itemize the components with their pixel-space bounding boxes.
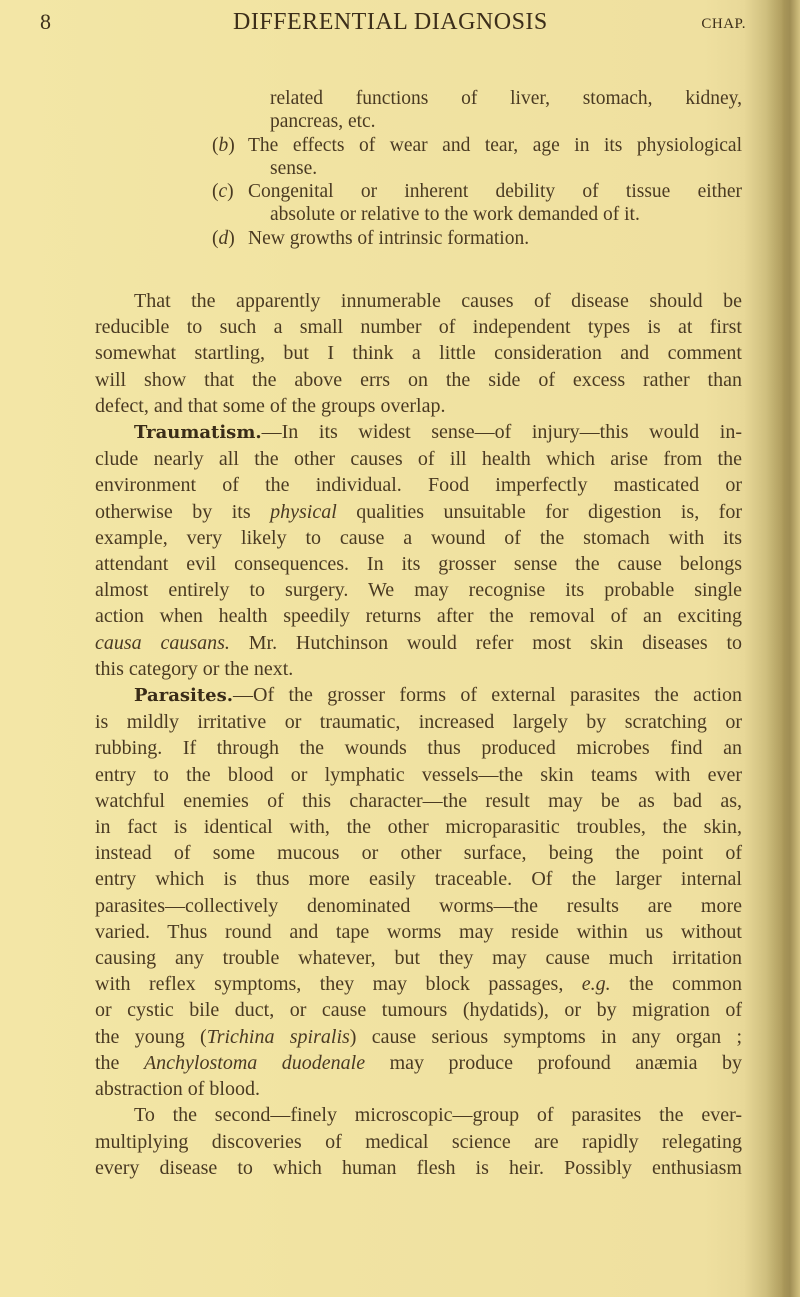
text-line: clude nearly all the other causes of ill health which arise from the: [95, 448, 742, 471]
text-line: action when health speedily returns after the removal of an exciting: [95, 605, 742, 628]
list-line: absolute or relative to the work demanded of it.: [270, 204, 640, 226]
text-line: will show that the above errs on the side of excess rather than: [95, 368, 742, 391]
paragraph-second-group: [56, 1102, 742, 1181]
text-line: That the apparently innumerable causes of disease should be: [134, 290, 742, 312]
text-line: reducible to such a small number of independent types is at first: [95, 316, 742, 339]
section-heading-parasites: Parasites.: [134, 685, 233, 707]
list-line: sense.: [270, 157, 318, 179]
text-line: abstraction of blood.: [95, 1078, 260, 1101]
text-line: environment of the individual. Food imperfectly masticated or: [95, 474, 742, 497]
chapter-label: CHAP.: [701, 16, 746, 32]
list-item-c: [212, 180, 742, 227]
text-line: Traumatism.—In its widest sense—of injury—this would in-: [134, 421, 742, 444]
text-line: otherwise by its physical qualities unsuitable for digestion is, for: [95, 500, 742, 523]
text-line: example, very likely to cause a wound of the stomach with its: [95, 526, 742, 549]
text-line: entry to the blood or lymphatic vessels—the skin teams with ever: [95, 763, 742, 786]
list-line: pancreas, etc.: [270, 111, 376, 133]
text-line: in fact is identical with, the other microparasitic troubles, the skin,: [95, 816, 742, 839]
text-line: almost entirely to surgery. We may recognise its probable single: [95, 579, 742, 602]
text-line: is mildly irritative or traumatic, increased largely by scratching or: [95, 711, 742, 734]
text-line: with reflex symptoms, they may block passages, e.g. the common: [95, 973, 742, 996]
italic-term: Anchylostoma duodenale: [143, 1051, 366, 1074]
italic-term: Trichina spiralis: [206, 1025, 350, 1048]
text-line: Parasites.—Of the grosser forms of external parasites the action: [134, 684, 742, 707]
list-item-a-continuation: [212, 87, 742, 134]
text-line: the Anchylostoma duodenale may produce profound anæmia by: [95, 1051, 743, 1074]
text-line: the young (Trichina spiralis) cause serious symptoms in any organ ;: [95, 1025, 743, 1048]
text-line: causing any trouble whatever, but they may cause much irritation: [95, 947, 742, 970]
italic-term: e.g.: [581, 973, 611, 996]
text-line: watchful enemies of this character—the result may be as bad as,: [95, 789, 742, 812]
list-item-d: [212, 227, 742, 250]
text-line: this category or the next.: [95, 657, 294, 680]
text-line: To the second—finely microscopic—group of parasites the ever-: [134, 1104, 742, 1127]
list-marker: (d): [212, 227, 235, 249]
list-line: The effects of wear and tear, age in its physiological: [248, 134, 742, 156]
causes-list: [212, 87, 742, 250]
paragraph-parasites: [56, 682, 742, 1102]
list-line: Congenital or inherent debility of tissue either: [248, 181, 742, 203]
italic-term: causa causans.: [95, 631, 230, 654]
paragraph-traumatism: [56, 419, 742, 682]
list-item-b: [212, 134, 742, 181]
text-line: parasites—collectively denominated worms—the results are more: [95, 894, 742, 917]
text-line: causa causans. Mr. Hutchinson would refer most skin diseases to: [95, 631, 743, 654]
list-marker: (c): [212, 181, 234, 203]
text-line: rubbing. If through the wounds thus produced microbes find an: [95, 737, 742, 760]
book-title: DIFFERENTIAL DIAGNOSIS: [233, 8, 548, 35]
page-gutter-shadow: [766, 0, 800, 1297]
list-marker: (b): [212, 134, 235, 156]
text-line: defect, and that some of the groups overlap.: [95, 394, 446, 417]
text-line: somewhat startling, but I think a little consideration and comment: [95, 342, 742, 365]
italic-term: physical: [270, 500, 337, 523]
list-line: related functions of liver, stomach, kidney,: [270, 88, 742, 109]
text-line: multiplying discoveries of medical science are rapidly relegating: [95, 1130, 742, 1153]
page-number: 8: [40, 9, 51, 34]
text-line: varied. Thus round and tape worms may reside within us without: [95, 920, 742, 943]
text-line: every disease to which human flesh is heir. Possibly enthusiasm: [95, 1156, 742, 1179]
text-line: or cystic bile duct, or cause tumours (hydatids), or by migration of: [95, 999, 742, 1022]
text-line: attendant evil consequences. In its grosser sense the cause belongs: [95, 553, 742, 576]
running-head: [38, 4, 750, 40]
section-heading-traumatism: Traumatism.: [134, 422, 262, 444]
body-text: [56, 288, 742, 1181]
paragraph-intro: [56, 288, 742, 419]
text-line: entry which is thus more easily traceable. Of the larger internal: [95, 868, 742, 891]
list-line: New growths of intrinsic formation.: [248, 227, 530, 249]
text-line: instead of some mucous or other surface, being the point of: [95, 842, 742, 865]
